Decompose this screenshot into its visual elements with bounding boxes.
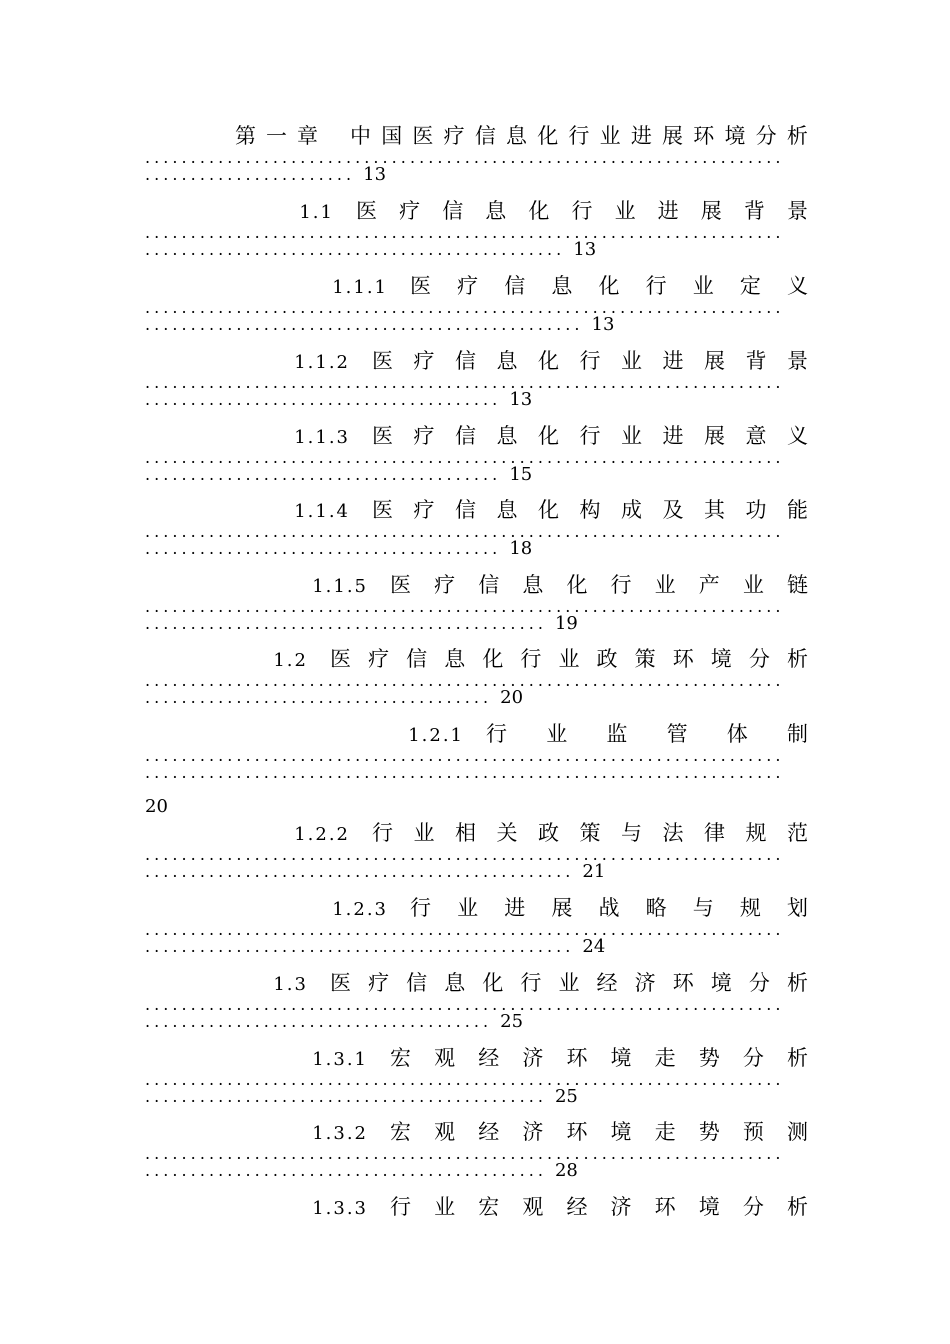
toc-entry-heading [235,124,808,148]
toc-page-number: 13 [591,314,615,335]
toc-page-number: 21 [582,861,606,882]
toc-dot-leader: ...................................................................... [145,764,785,782]
toc-dot-leader: ...................................................................... [145,376,785,390]
toc-dot-leader: ...................................................................... [145,151,785,165]
toc-entry-heading [312,573,808,599]
toc-entry-title: 医 疗 信 息 化 行 业 经 济 环 境 分 析 [330,971,808,995]
toc-entry-number: 1.2.3 [332,899,388,920]
toc-page-number: 28 [554,1160,578,1181]
toc-entry-title: 行 业 监 管 体 制 [486,722,808,746]
toc-entry-tail [145,863,605,883]
toc-entry-title: 中 国 医 疗 信 息 化 行 业 进 展 环 境 分 析 [350,124,808,148]
toc-dot-leader: ....................................... [145,465,502,484]
toc-entry-number: 1.1.5 [312,576,368,597]
toc-dot-leader: ...................................................................... [145,451,785,465]
toc-page-number: 24 [582,936,606,957]
toc-dot-leader: ....................... [145,165,356,184]
toc-dot-leader: ....................................... [145,539,502,558]
toc-dot-leader: ................................................ [145,315,584,334]
toc-dot-leader: ...................................................................... [145,674,785,688]
toc-entry-heading [273,971,808,997]
toc-entry-tail [145,938,605,958]
toc-entry-number: 1.3.2 [312,1123,368,1144]
toc-dot-leader: ............................................ [145,614,547,633]
toc-page-number: 20 [500,687,524,708]
toc-page-number: 13 [573,239,597,260]
toc-dot-leader: ...................................................................... [145,848,785,862]
toc-entry-heading [312,1120,808,1146]
toc-entry-title: 医 疗 信 息 化 行 业 进 展 背 景 [372,349,808,373]
toc-entry-number: 1.3 [273,974,308,995]
toc-entry-number: 1.3.1 [312,1049,368,1070]
toc-entry-heading [299,199,808,225]
toc-page-number: 25 [554,1086,578,1107]
toc-entry-tail [145,689,523,709]
toc-dot-leader: ............................................... [145,937,575,956]
toc-entry-tail [145,166,386,186]
toc-entry-tail [145,615,578,635]
toc-entry-number: 1.1.2 [294,352,350,373]
toc-entry-title: 行 业 进 展 战 略 与 规 划 [410,896,808,920]
toc-dot-leader: ...................................................................... [145,301,785,315]
toc-dot-leader: ............................................... [145,862,575,881]
toc-entry-number: 1.2 [273,650,308,671]
toc-entry-title: 宏 观 经 济 环 境 走 势 分 析 [390,1046,808,1070]
toc-entry-title: 医 疗 信 息 化 行 业 定 义 [410,274,808,298]
toc-dot-leader: ...................................................................... [145,998,785,1012]
toc-entry-tail [145,1088,578,1108]
toc-dot-leader: ...................................................................... [145,749,785,763]
toc-entry-title: 医 疗 信 息 化 行 业 政 策 环 境 分 析 [330,647,808,671]
toc-entry-tail [145,241,596,261]
toc-entry-tail [145,316,614,336]
toc-entry-title: 医 疗 信 息 化 行 业 进 展 背 景 [356,199,808,223]
toc-entry-heading [312,1195,808,1221]
toc-dot-leader: .............................................. [145,240,566,259]
toc-entry-heading [294,821,808,847]
toc-entry-tail [145,1013,523,1033]
toc-entry-title: 医 疗 信 息 化 构 成 及 其 功 能 [372,498,808,522]
toc-dot-leader: ............................................ [145,1161,547,1180]
toc-dot-leader: ............................................ [145,1087,547,1106]
toc-page-number: 13 [363,164,387,185]
toc-entry-tail [145,540,532,560]
toc-dot-leader: ...................................................................... [145,923,785,937]
toc-dot-leader: ....................................... [145,390,502,409]
toc-dot-leader: ...................................... [145,688,493,707]
toc-entry-number: 1.1.3 [294,427,350,448]
toc-page-number: 13 [509,389,533,410]
toc-dot-leader: ...................................................................... [145,1147,785,1161]
toc-entry-heading [273,647,808,673]
toc-dot-leader: ...................................... [145,1012,493,1031]
toc-entry-heading [408,722,808,748]
toc-page-number: 19 [554,613,578,634]
toc-entry-heading [332,274,808,300]
toc-entry-number: 1.2.2 [294,824,350,845]
toc-entry-heading [294,424,808,450]
toc-entry-number: 1.1 [299,202,334,223]
toc-entry-title: 行 业 相 关 政 策 与 法 律 规 范 [372,821,808,845]
toc-entry-number: 1.1.4 [294,501,350,522]
toc-entry-tail [145,466,532,486]
toc-entry-tail [145,391,532,411]
toc-page-number: 20 [145,796,168,817]
toc-entry-number: 第一章 [235,124,328,148]
toc-dot-leader: ...................................................................... [145,600,785,614]
toc-entry-heading [294,498,808,524]
toc-entry-number: 1.3.3 [312,1198,368,1219]
toc-entry-heading [294,349,808,375]
toc-page-number: 15 [509,464,533,485]
toc-entry-title: 医 疗 信 息 化 行 业 进 展 意 义 [372,424,808,448]
toc-entry-number: 1.1.1 [332,277,388,298]
toc-entry-tail [145,1162,578,1182]
toc-entry-title: 医 疗 信 息 化 行 业 产 业 链 [390,573,808,597]
toc-entry-number: 1.2.1 [408,725,464,746]
toc-entry-heading [332,896,808,922]
toc-entry-heading [312,1046,808,1072]
toc-entry-tail [145,764,808,817]
toc-page-number: 25 [500,1011,524,1032]
toc-entry-title: 宏 观 经 济 环 境 走 势 预 测 [390,1120,808,1144]
toc-dot-leader: ...................................................................... [145,226,785,240]
toc-page-number: 18 [509,538,533,559]
toc-dot-leader: ...................................................................... [145,525,785,539]
toc-entry-title: 行 业 宏 观 经 济 环 境 分 析 [390,1195,808,1219]
toc-dot-leader: ...................................................................... [145,1073,785,1087]
